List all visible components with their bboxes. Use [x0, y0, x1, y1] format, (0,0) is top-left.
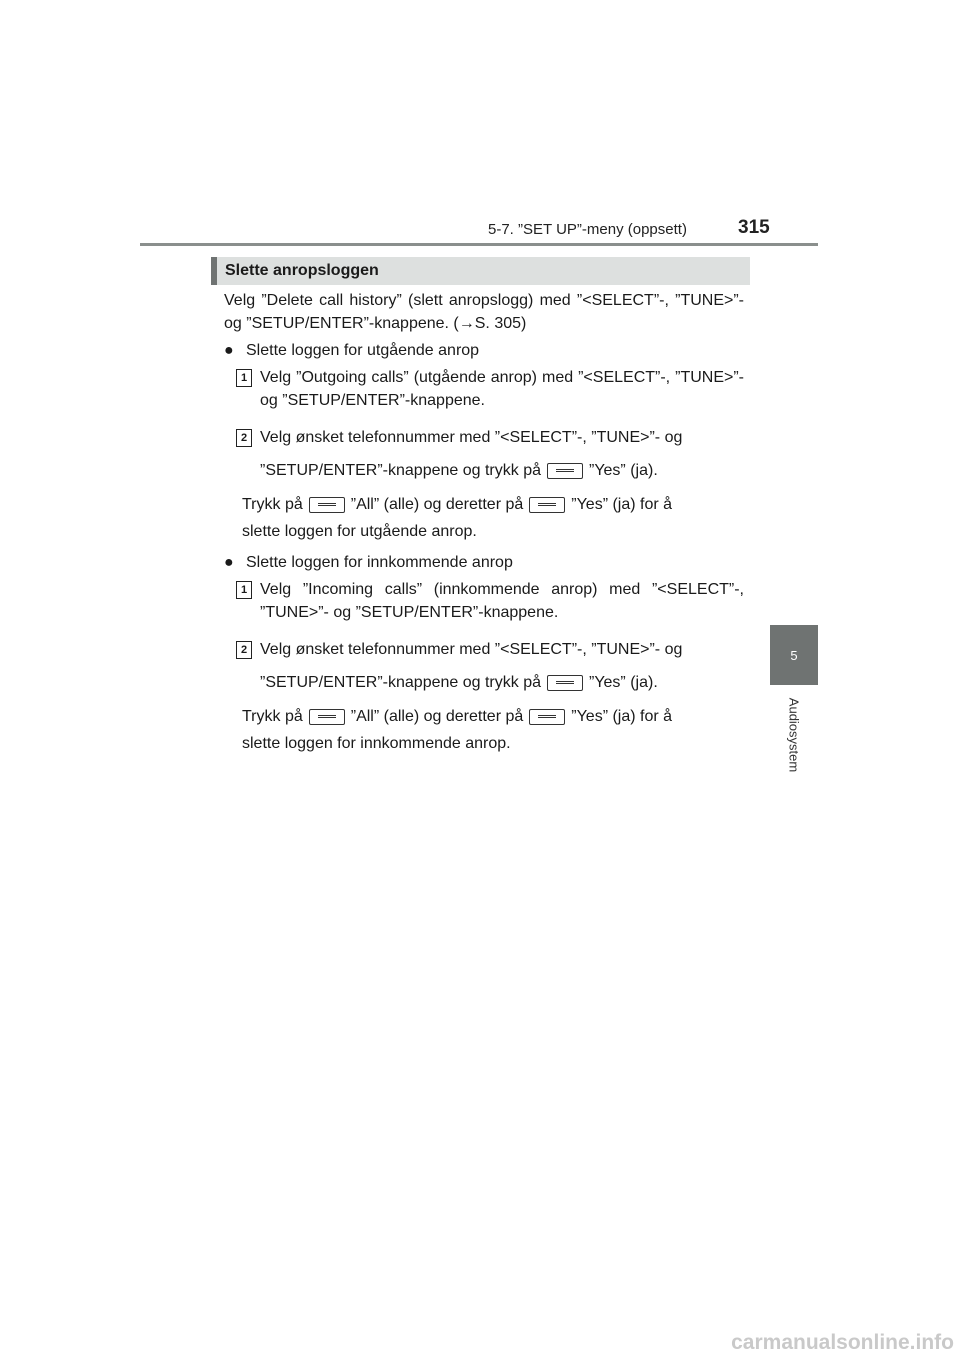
bullet-icon: ●	[224, 554, 234, 571]
watermark: carmanualsonline.info	[731, 1331, 954, 1354]
arrow-icon: →	[458, 315, 475, 332]
note-outgoing	[224, 490, 744, 543]
step-number: 2	[236, 641, 252, 659]
step-1-outgoing	[224, 366, 744, 412]
header-section-title: 5-7. ”SET UP”-meny (oppsett)	[488, 221, 687, 238]
hard-button-icon	[547, 463, 583, 479]
section-content	[224, 289, 744, 763]
step-2-incoming	[224, 638, 744, 694]
step-text: Velg ”Outgoing calls” (utgående anrop) med ”<SELECT”-, ”TUNE>”- og ”SETUP/ENTER”-knappene.	[260, 369, 744, 409]
header-divider	[140, 243, 818, 246]
chapter-tab	[770, 625, 818, 685]
step-text-line2: ”SETUP/ENTER”-knappene og trykk på ”Yes” (ja).	[260, 462, 658, 479]
step-number: 2	[236, 429, 252, 447]
hard-button-icon	[309, 497, 345, 513]
note-line1: Trykk på ”All” (alle) og deretter på ”Yes” (ja) for å	[242, 496, 673, 513]
bullet-icon: ●	[224, 342, 234, 359]
step-text: Velg ”Incoming calls” (innkommende anrop) med ”<SELECT”-, ”TUNE>”- og ”SETUP/ENTER”-knappene.	[260, 581, 744, 621]
chapter-number: 5	[790, 647, 798, 663]
chapter-title: Audiosystem	[786, 697, 802, 773]
hard-button-icon	[547, 675, 583, 691]
bullet-heading: Slette loggen for utgående anrop	[246, 342, 480, 359]
page-number: 315	[738, 217, 770, 238]
step-1-incoming	[224, 578, 744, 624]
step-text-line1: Velg ønsket telefonnummer med ”<SELECT”-, ”TUNE>”- og	[260, 641, 683, 658]
bullet-heading: Slette loggen for innkommende anrop	[246, 554, 513, 571]
intro-paragraph: Velg ”Delete call history” (slett anropslogg) med ”<SELECT”-, ”TUNE>”- og ”SETUP/ENTER”-knappene. (→S. 305)	[224, 292, 744, 332]
bullet-outgoing	[224, 339, 744, 362]
step-number: 1	[236, 369, 252, 387]
hard-button-icon	[529, 709, 565, 725]
section-heading	[211, 257, 750, 285]
step-text-line2: ”SETUP/ENTER”-knappene og trykk på ”Yes” (ja).	[260, 674, 658, 691]
hard-button-icon	[529, 497, 565, 513]
section-title: Slette anropsloggen	[225, 262, 379, 279]
note-line2: slette loggen for innkommende anrop.	[242, 735, 511, 752]
step-2-outgoing	[224, 426, 744, 482]
bullet-incoming	[224, 551, 744, 574]
note-incoming	[224, 702, 744, 755]
step-number: 1	[236, 581, 252, 599]
step-text-line1: Velg ønsket telefonnummer med ”<SELECT”-, ”TUNE>”- og	[260, 429, 683, 446]
note-line2: slette loggen for utgående anrop.	[242, 523, 477, 540]
hard-button-icon	[309, 709, 345, 725]
note-line1: Trykk på ”All” (alle) og deretter på ”Yes” (ja) for å	[242, 708, 673, 725]
